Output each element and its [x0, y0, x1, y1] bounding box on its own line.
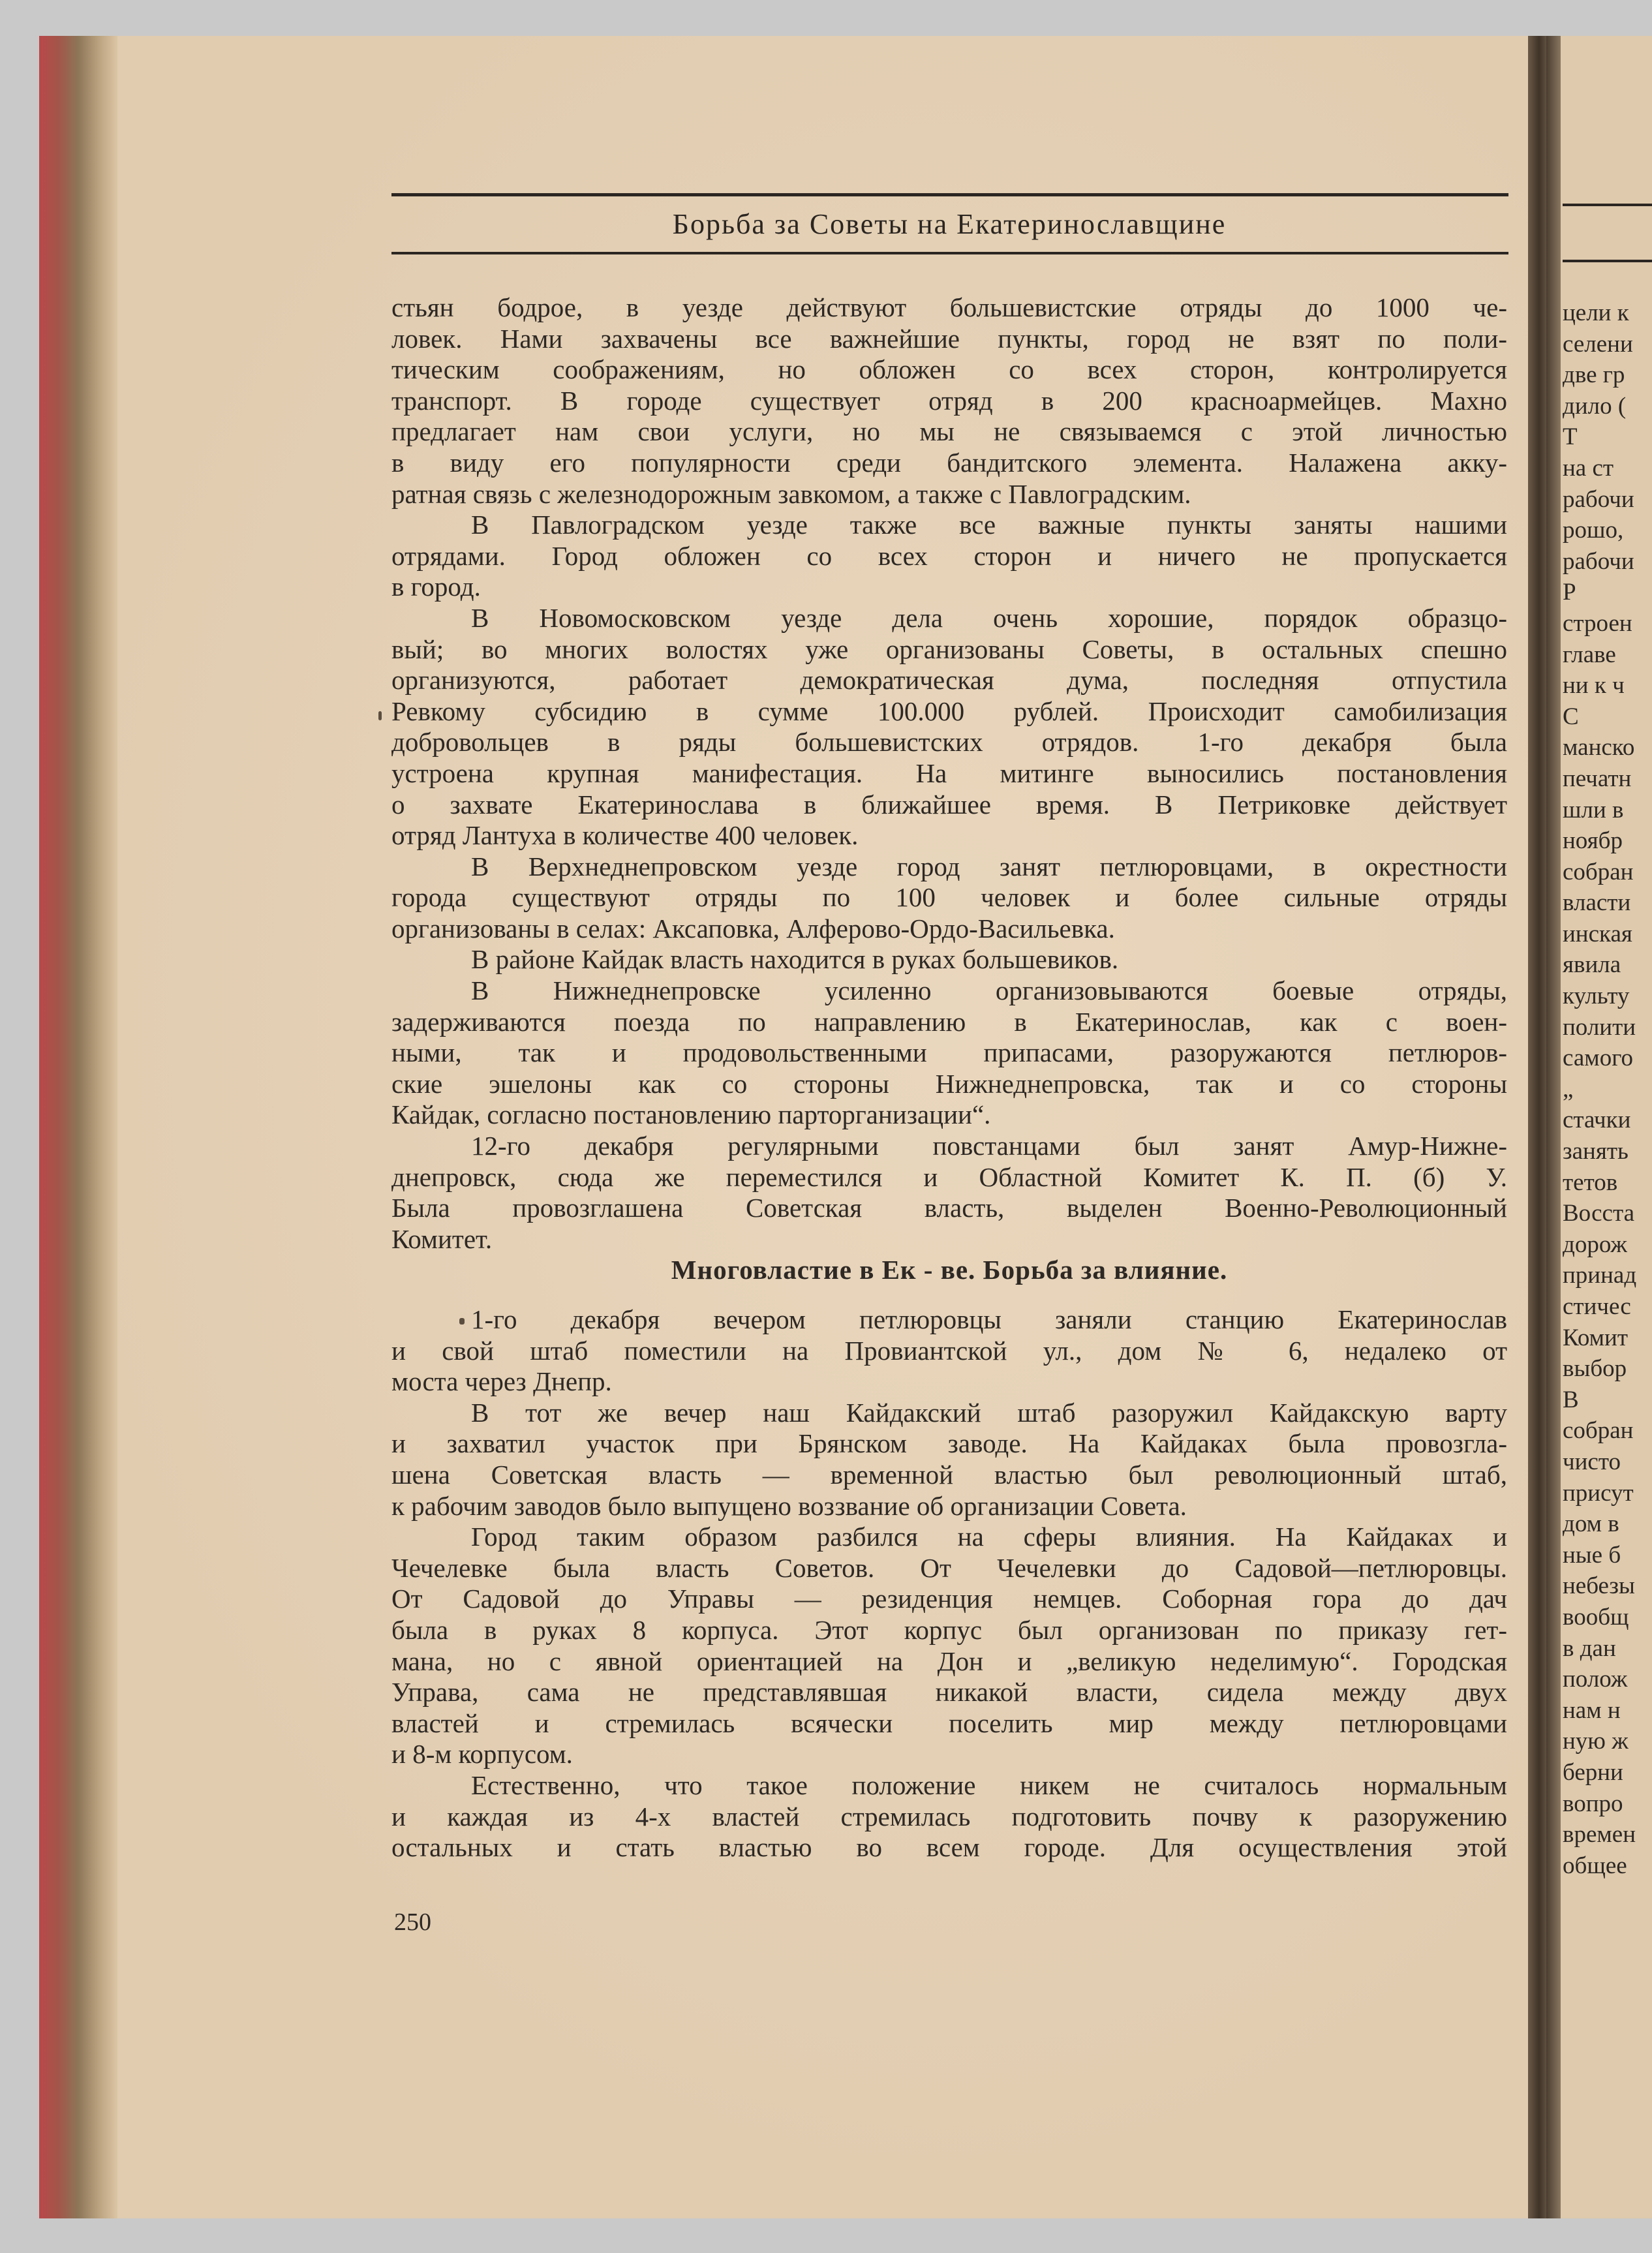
text-line: В Новомосковском уезде дела очень хорошие, порядок образцо-: [471, 602, 1507, 633]
text-line: 1-го декабря вечером петлюровцы заняли станцию Екатеринослав: [471, 1304, 1507, 1334]
text-line: Ревкому субсидию в сумме 100.000 рублей. Происходит самобилизация: [391, 696, 1507, 726]
right-page-line-fragment: дорож: [1563, 1231, 1627, 1258]
text-line: ские эшелоны как со стороны Нижнеднепровска, так и со стороны: [391, 1068, 1507, 1099]
right-page-line-fragment: инская: [1563, 920, 1632, 947]
right-page-line-fragment: цели к: [1563, 299, 1629, 326]
right-page-line-fragment: собран: [1563, 858, 1634, 885]
text-line: 12-го декабря регулярными повстанцами был занят Амур-Нижне-: [471, 1131, 1507, 1161]
text-line: и свой штаб поместили на Провиантской ул., дом № 6, недалеко от: [391, 1335, 1507, 1366]
text-line: и каждая из 4-х властей стремилась подготовить почву к разоружению: [391, 1801, 1507, 1832]
paragraph-gap: [391, 1286, 1507, 1304]
page-number: 250: [394, 1908, 431, 1936]
text-line: Город таким образом разбился на сферы влияния. На Кайдаках и: [471, 1522, 1507, 1552]
text-line: отряд Лантуха в количестве 400 человек.: [391, 820, 859, 851]
right-page-line-fragment: занять: [1563, 1138, 1629, 1165]
running-head: Борьба за Советы на Екатеринославщине: [672, 208, 1227, 240]
right-page-line-fragment: ноябр: [1563, 827, 1623, 855]
text-line: моста через Днепр.: [391, 1366, 612, 1397]
section-heading: Многовластие в Ек - ве. Борьба за влияние.: [671, 1255, 1228, 1285]
right-page-line-fragment: самого: [1563, 1045, 1633, 1072]
right-page-line-fragment: В: [1563, 1386, 1579, 1413]
right-header-rule: [1563, 260, 1652, 262]
right-page-text: [1563, 298, 1652, 1881]
right-page-line-fragment: принад: [1563, 1262, 1637, 1289]
right-page-line-fragment: культу: [1563, 983, 1630, 1010]
ink-speck: [459, 1318, 465, 1325]
text-line: ловек. Нами захвачены все важнейшие пункты, город не взят по поли-: [391, 323, 1507, 354]
right-page-line-fragment: чисто: [1563, 1448, 1621, 1475]
right-page-line-fragment: общее: [1563, 1852, 1627, 1879]
right-page-line-fragment: рабочи: [1563, 547, 1634, 575]
right-page-line-fragment: власти: [1563, 889, 1631, 917]
right-page-line-fragment: берни: [1563, 1758, 1623, 1786]
right-page-line-fragment: строен: [1563, 609, 1632, 637]
right-page-gutter: [1546, 36, 1561, 2218]
right-page-line-fragment: полити: [1563, 1013, 1636, 1041]
right-page-line-fragment: Р: [1563, 579, 1576, 606]
right-page-line-fragment: шли в: [1563, 796, 1624, 823]
text-line: Кайдак, согласно постановлению парторганизации“.: [391, 1099, 991, 1130]
right-page-line-fragment: времен: [1563, 1821, 1636, 1848]
text-line: Управа, сама не представлявшая никакой власти, сидела между двух: [391, 1677, 1507, 1708]
right-page-line-fragment: стачки: [1563, 1107, 1631, 1134]
right-page-line-fragment: явила: [1563, 951, 1621, 979]
text-line: В Павлоградском уезде также все важные пункты заняты нашими: [471, 510, 1507, 540]
right-page-line-fragment: селени: [1563, 330, 1633, 358]
text-line: От Садовой до Управы — резиденция немцев. Соборная гора до дач: [391, 1584, 1507, 1614]
right-page-line-fragment: ные б: [1563, 1541, 1621, 1569]
text-line: Чечелевке была власть Советов. От Чечелевки до Садовой—петлюровцы.: [391, 1552, 1507, 1583]
text-line: тическим соображениям, но обложен со всех сторон, контролируется: [391, 354, 1507, 385]
text-line: устроена крупная манифестация. На митинге выносились постановления: [391, 758, 1507, 788]
text-line: стьян бодрое, в уезде действуют большевистские отряды до 1000 че-: [391, 292, 1507, 322]
right-page-line-fragment: ную ж: [1563, 1728, 1629, 1755]
right-page-line-fragment: собран: [1563, 1417, 1634, 1445]
right-page-line-fragment: дом в: [1563, 1510, 1619, 1538]
right-page-line-fragment: дило (: [1563, 392, 1627, 420]
right-page-line-fragment: Т: [1563, 423, 1578, 451]
right-page-line-fragment: Комит: [1563, 1324, 1629, 1351]
right-page-line-fragment: на ст: [1563, 454, 1614, 482]
text-line: в город.: [391, 572, 481, 602]
text-line: добровольцев в ряды большевистских отрядов. 1-го декабря была: [391, 727, 1507, 758]
text-line: днепровск, сюда же переместился и Областной Комитет К. П. (б) У.: [391, 1161, 1507, 1192]
text-line: к рабочим заводов было выпущено воззвание об организации Совета.: [391, 1490, 1187, 1521]
text-line: транспорт. В городе существует отряд в 200 красноармейцев. Махно: [391, 385, 1507, 416]
text-line: В тот же вечер наш Кайдакский штаб разоружил Кайдакскую варту: [471, 1397, 1507, 1428]
text-line: шена Советская власть — временной властью был революционный штаб,: [391, 1459, 1507, 1490]
right-page-line-fragment: тетов: [1563, 1169, 1618, 1196]
header-rule: [391, 252, 1508, 254]
text-line: ратная связь с железнодорожным завкомом, а также с Павлоградским.: [391, 478, 1191, 509]
text-line: в виду его популярности среди бандитского элемента. Налажена акку-: [391, 447, 1507, 478]
right-page-line-fragment: „: [1563, 1075, 1574, 1103]
text-line: и 8-м корпусом.: [391, 1739, 573, 1770]
text-line: остальных и стать властью во всем городе. Для осуществления этой: [391, 1832, 1507, 1863]
right-page-line-fragment: главе: [1563, 641, 1616, 668]
right-page-line-fragment: в дан: [1563, 1634, 1616, 1662]
right-page-line-fragment: ни к ч: [1563, 672, 1625, 699]
text-line: была в руках 8 корпуса. Этот корпус был организован по приказу гет-: [391, 1614, 1507, 1645]
book-binding: [39, 36, 117, 2218]
text-line: и захватил участок при Брянском заводе. На Кайдаках была провозгла-: [391, 1428, 1507, 1459]
text-line: Была провозглашена Советская власть, выделен Военно-Революционный: [391, 1193, 1507, 1223]
text-line: В Верхнеднепровском уезде город занят петлюровцами, в окрестности: [471, 851, 1507, 881]
text-line: ными, так и продовольственными припасами, разоружаются петлюров-: [391, 1037, 1507, 1068]
right-page-line-fragment: стичес: [1563, 1293, 1631, 1320]
text-line: города существуют отряды по 100 человек и более сильные отряды: [391, 882, 1507, 913]
text-line: В районе Кайдак власть находится в руках большевиков.: [471, 944, 1119, 975]
right-page-line-fragment: нам н: [1563, 1696, 1621, 1724]
text-line: В Нижнеднепровске усиленно организовываются боевые отряды,: [471, 975, 1507, 1006]
right-page-line-fragment: полож: [1563, 1666, 1628, 1693]
right-page-line-fragment: рабочи: [1563, 485, 1634, 513]
text-line: Комитет.: [391, 1223, 493, 1254]
right-page-line-fragment: манско: [1563, 734, 1635, 761]
text-line: организованы в селах: Аксаповка, Алферово-Ордо-Васильевка.: [391, 913, 1115, 943]
text-line: отрядами. Город обложен со всех сторон и ничего не пропускается: [391, 540, 1507, 571]
right-page-line-fragment: Восста: [1563, 1200, 1634, 1227]
top-rule: [391, 193, 1508, 196]
right-page-line-fragment: печатн: [1563, 765, 1632, 792]
ink-speck: [378, 711, 382, 720]
page-gutter: [1528, 36, 1546, 2218]
text-line: Естественно, что такое положение никем не считалось нормальным: [471, 1770, 1507, 1800]
text-line: предлагает нам свои услуги, но мы не связываемся с этой личностью: [391, 416, 1507, 447]
right-page-line-fragment: С: [1563, 703, 1579, 730]
right-page-line-fragment: рошо,: [1563, 517, 1624, 544]
text-line: организуются, работает демократическая дума, последняя отпустила: [391, 665, 1507, 696]
text-line: задерживаются поезда по направлению в Екатеринослав, как с воен-: [391, 1006, 1507, 1037]
body-text: [391, 292, 1507, 1863]
right-page-line-fragment: две гр: [1563, 361, 1625, 389]
text-line: властей и стремилась всячески поселить мир между петлюровцами: [391, 1708, 1507, 1738]
right-page-line-fragment: выбор: [1563, 1355, 1627, 1383]
right-page-line-fragment: вообщ: [1563, 1603, 1629, 1631]
right-page-line-fragment: небезы: [1563, 1572, 1635, 1600]
text-line: вый; во многих волостях уже организованы Советы, в остальных спешно: [391, 634, 1507, 664]
text-line: мана, но с явной ориентацией на Дон и „великую неделимую“. Городская: [391, 1646, 1507, 1676]
text-line: о захвате Екатеринослава в ближайшее время. В Петриковке действует: [391, 789, 1507, 820]
right-top-rule: [1563, 204, 1652, 206]
right-page-line-fragment: вопро: [1563, 1790, 1623, 1817]
right-page-line-fragment: присут: [1563, 1479, 1634, 1507]
